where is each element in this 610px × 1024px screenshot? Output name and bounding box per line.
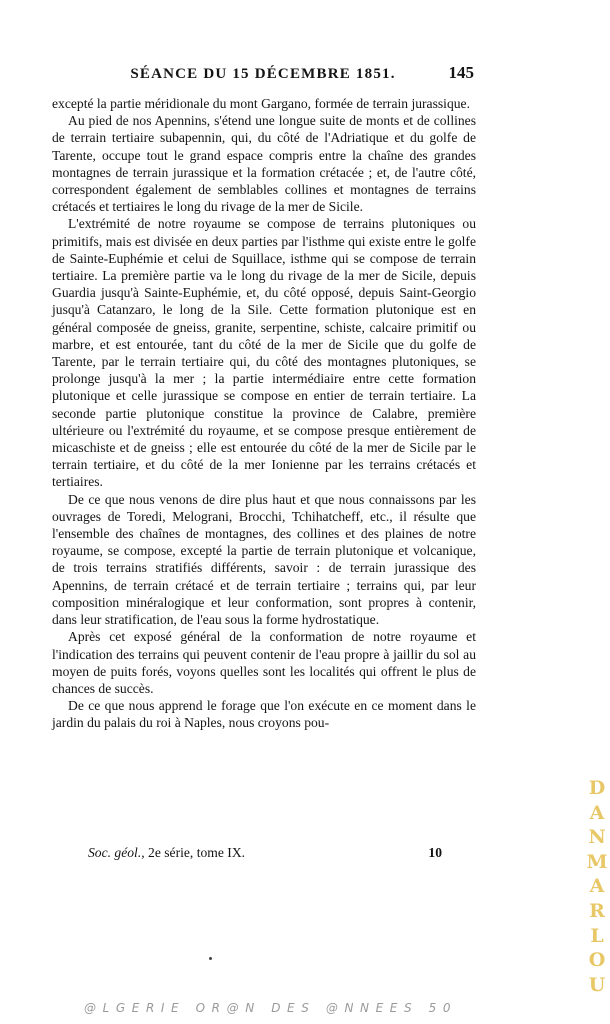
- signature-series: , 2e série, tome IX.: [141, 845, 246, 860]
- paragraph-stratified-terrains: De ce que nous venons de dire plus haut et que nous connaissons par les ouvrages de Toredi, Melograni, Brocchi, Tchihatcheff, etc., il résulte que l'ensemble des chaînes de montagnes, des collines et des plaines de notre royaume, se compose, excepté la partie de terrain plutonique et volcanique, de trois terrains stratifiés différents, savoir : de terrain jurassique des Apennins, de terrain crétacé et de terrain tertiaire ; terrains qui, par leur composition minéralogique et leur conformation, sont propres à contenir, dans leur stratification, de l'eau sous la forme hydrostatique.: [52, 491, 476, 628]
- watermark-letter: A: [589, 801, 605, 824]
- watermark-letter: D: [588, 777, 606, 799]
- signature-number: 10: [428, 845, 442, 860]
- paragraph-continuation: excepté la partie méridionale du mont Gargano, formée de terrain jurassique.: [52, 96, 470, 111]
- body-text: [52, 95, 476, 732]
- vertical-watermark: [586, 776, 608, 997]
- watermark-letter: U: [588, 973, 606, 996]
- watermark-letter: L: [590, 924, 604, 947]
- paragraph-apennines: Au pied de nos Apennins, s'étend une longue suite de monts et de collines de terrain tertiaire subapennin, qui, du côté de l'Adriatique et du golfe de Tarente, occupe tout le grand espace compris entre la chaîne des grandes montagnes de terrain jurassique et la formation crétacée ; et, de l'autre côté, correspondent également de semblables collines et montagnes de terrains crétacés et tertiaires le long du rivage de la mer de Sicile.: [52, 113, 476, 215]
- watermark-letter: N: [588, 826, 606, 849]
- printer-signature: [88, 845, 458, 863]
- signature-mark: [88, 845, 245, 861]
- watermark-letter: A: [589, 875, 605, 898]
- watermark-letter: O: [588, 949, 606, 972]
- paragraph-artesian-wells: Après cet exposé général de la conformation de notre royaume et l'indication des terrains qui peuvent contenir de l'eau propre à jaillir du sol au moyen de puits forés, voyons quelles sont les localités qui offrent le plus de chances de succès.: [52, 629, 476, 696]
- footer-watermark: @LGERIE OR@N DES @NNEES 50: [84, 1001, 458, 1015]
- ink-speck: [209, 957, 212, 960]
- running-head: [52, 62, 474, 88]
- page-number: 145: [448, 63, 474, 82]
- paragraph-plutonic-terrains: L'extrémité de notre royaume se compose de terrains plutoniques ou primitifs, mais est divisée en deux parties par l'isthme qui existe entre le golfe de Sainte-Euphémie et celui de Squillace, isthme qui se compose de terrain tertiaire. La première partie va le long du rivage de la mer de Sicile, depuis Guardia jusqu'à Sainte-Euphémie, et, du côté opposé, depuis Saint-Georgio jusqu'à Catanzaro, le long de la Sile. Cette formation plutonique est en général composée de gneiss, granite, serpentine, schiste, calcaire primitif ou marbre, et est entourée, tant du côté de la mer de Sicile que du golfe de Tarente, par le terrain tertiaire qui, du côté des montagnes plutoniques, se prolonge jusqu'à la mer ; la partie intermédiaire entre cette formation plutonique et celle jurassique se compose en entier de terrain tertiaire. La seconde partie plutonique constitue la province de Calabre, première ultérieure ou l'extrémité du royaume, et se compose presque entièrement de micaschiste et de gneiss ; elle est entourée du côté de la mer de Sicile par le terrain tertiaire, et du côté de la mer Ionienne par les terrains crétacés et tertiaires.: [52, 216, 476, 490]
- watermark-letter: R: [589, 899, 605, 922]
- paragraph-naples-drilling: De ce que nous apprend le forage que l'on exécute en ce moment dans le jardin du palais du roi à Naples, nous croyons pou-: [52, 698, 476, 731]
- signature-society: Soc. géol.: [88, 845, 142, 860]
- watermark-letter: M: [586, 850, 608, 873]
- session-title: SÉANCE DU 15 DÉCEMBRE 1851.: [130, 66, 396, 82]
